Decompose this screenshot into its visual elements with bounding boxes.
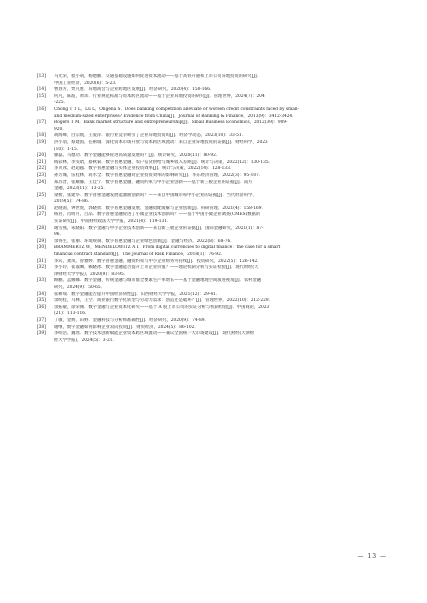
reference-entry <box>37 153 397 160</box>
reference-line: 丁敏，金炳，田野．金融科技与分析师准确性[J]．经济研究，2020(9)：74-89． <box>54 317 209 323</box>
reference-line: 滕磊，马德功．数字金融能够促进高质量发展吗？[J]．统计研究，2020(11)：80-92． <box>54 153 221 159</box>
reference-line: BRAMMERTZ W，MENDELOWITZ A I．From digital currencies to digital finance：the case for a smart <box>54 245 281 251</box>
reference-number: [19] <box>37 139 46 145</box>
reference-number: [14] <box>37 87 46 93</box>
reference-text <box>54 239 397 246</box>
reference-line: Rogers T M．Bank market structure and entrepreneurship[J]．Small Business Economics，2012(39)：909- <box>54 120 288 126</box>
reference-number: [29] <box>37 238 46 244</box>
reference-text <box>54 318 397 325</box>
reference-line: 赵晓鸽，钟世虎，郭晓欣．数字普惠金融发展、金融错配缓解与企业创新[J]．科研管理，2021(4)：158-169． <box>54 205 266 211</box>
reference-text <box>54 173 397 180</box>
reference-text <box>54 305 397 318</box>
reference-number: [17] <box>37 120 46 126</box>
reference-text <box>54 193 397 206</box>
reference-number: [33] <box>37 278 46 284</box>
reference-entry <box>37 173 397 180</box>
reference-line: (21)：113-116． <box>54 311 90 317</box>
reference-line: 杨彩林，李雯珺，蔡秋菊．数字普惠金融、农户信贷供给与城乡收入差距[J]．统计与决策，2022(12)：130-135． <box>54 159 273 165</box>
reference-line: -225． <box>54 100 68 106</box>
reference-entry <box>37 265 397 278</box>
reference-number: [20] <box>37 153 46 159</box>
reference-entry <box>37 140 397 153</box>
reference-text <box>54 206 397 213</box>
reference-line: 顾鹏，孟娜娜．数字金融、传统金融与城市群全要素生产率增长——基于金融地理空间演进视角[J]．农村金融 <box>54 278 262 284</box>
reference-line: 李宾，龚岚，曾雅婷．数字普惠金融、融资约束与中小企业财务可持续[J]．投资研究，2022(5)：126-142． <box>54 258 262 264</box>
reference-text <box>54 278 397 291</box>
reference-number: [35] <box>37 298 46 304</box>
reference-line: 谢雪燕，朱晓阳．数字金融与中小企业技术创新——来自新三板企业的证据[J]．国际金融研究，2021(1)：87- <box>54 225 264 231</box>
reference-entry <box>37 318 397 325</box>
reference-line: 梁榜，张建华．数字普惠金融发展能激励创新吗？——来自中国城市和中小企业的证据[J]．当代经济科学， <box>54 192 257 198</box>
reference-number: [24] <box>37 179 46 185</box>
reference-number: [38] <box>37 324 46 330</box>
reference-line: 余拓敏，徐荣阁．数字金融与企业资本化研究——基于 A 股上市公司的实证分析与机制检验[J]．中国商论，2023 <box>54 304 270 310</box>
reference-line: 马光荣，程小萌，杨德勤．交通基础设施如何促进资本流动——基于高铁开通和上市公司异地投资的研究[J]． <box>54 74 262 79</box>
reference-line: Chong T T L，Lu L，Ongena S．Does banking competition alleviate or worsen credit constraints faced by small- <box>54 106 299 112</box>
reference-entry <box>37 278 397 291</box>
reference-line: 经大学学报)，2024(5)：3-21． <box>54 337 117 343</box>
reference-text <box>54 107 397 120</box>
reference-line: 谢继，数字金融如何影响企业双向投资[J]．财贸经济，2024(5)：86-102． <box>54 324 199 330</box>
reference-entry <box>37 107 397 120</box>
reference-line: 中国工业经济，2020(6)：5-23． <box>54 80 120 86</box>
reference-line: 金融，2023(11)：13-25． <box>54 186 108 192</box>
reference-number: [25] <box>37 192 46 198</box>
reference-entry <box>37 74 397 87</box>
reference-number: [32] <box>37 265 46 271</box>
reference-line: 李明浩，魏瑶．数字技术创新赋能企业资本跨区域流动——兼议全国统一大市场建设[J]．现代财经(天津财 <box>54 331 255 337</box>
reference-text <box>54 292 397 299</box>
reference-line: 2019(5)：74-86． <box>54 199 93 205</box>
reference-entry <box>37 120 397 133</box>
reference-line: 何凡，陈波，黄玮．行业规范标准与资本跨区流动——基于企业异地投资的研究[J]．管理世界，2024(7)：204 <box>54 93 265 99</box>
reference-text <box>54 212 397 225</box>
reference-entry <box>37 259 397 266</box>
reference-text <box>54 166 397 173</box>
reference-line: (10)：1-15． <box>54 146 82 152</box>
reference-number: [16] <box>37 106 46 112</box>
reference-entry <box>37 160 397 167</box>
reference-text <box>54 153 397 160</box>
reference-text <box>54 140 397 153</box>
page-number: — 13 — <box>357 553 387 560</box>
reference-text <box>54 180 397 193</box>
reference-text <box>54 133 397 140</box>
reference-line: 李贝冰，赵超越．数字普惠金融与实体企业投资效率[J]．统计与决策，2022(14)：128-133． <box>54 166 235 172</box>
reference-number: [37] <box>37 317 46 323</box>
reference-number: [15] <box>37 93 46 99</box>
reference-number: [18] <box>37 133 46 139</box>
reference-line: 实证研究[J]．中南财经政法大学学报，2021(4)：119-131． <box>54 219 172 225</box>
reference-line: 李小玲，崔淑琳，赖晓冰．数字金融能否提升上市企业价值？——理论机制分析与实证检验[J]．现代财经(天 <box>54 265 259 271</box>
reference-number: [30] <box>37 245 46 251</box>
reference-text <box>54 298 397 305</box>
reference-entry <box>37 133 397 140</box>
reference-entry <box>37 180 397 193</box>
reference-line: 崔耕瑞．数字金融能否提升中国经济韧性[J]．山西财经大学学报，2021(12)：29-41． <box>54 291 221 297</box>
reference-entry <box>37 212 397 225</box>
reference-entry <box>37 239 397 246</box>
reference-line: 杨君，肖明月，吕品．数字普惠金融促进了小微企业技术创新吗？——基于中国小微企业调查(CMES)数据的 <box>54 212 261 218</box>
reference-text <box>54 120 397 133</box>
reference-line: 孙芳城，伍桂林，蒋水全．数字普惠金融对企业投资效率的影响研究[J]．华东经济管理，2022(3)：95-107． <box>54 172 264 178</box>
reference-number: [21] <box>37 159 46 165</box>
reference-number: [22] <box>37 166 46 172</box>
reference-line: 曹春方，贾凡胜．异地商会与企业跨地区发展[J]．经济研究，2020(4)：150-166． <box>54 87 215 93</box>
reference-entry <box>37 325 397 332</box>
reference-line: 研究，2024(9)：50-65． <box>54 285 105 290</box>
reference-entry <box>37 94 397 107</box>
reference-text <box>54 259 397 266</box>
reference-number: [28] <box>37 225 46 231</box>
reference-text <box>54 74 397 87</box>
reference-text <box>54 265 397 278</box>
reference-text <box>54 325 397 332</box>
reference-number: [23] <box>37 172 46 178</box>
reference-entry <box>37 331 397 344</box>
reference-number: [36] <box>37 304 46 310</box>
reference-text <box>54 94 397 107</box>
reference-entry <box>37 193 397 206</box>
reference-line: 余明桂，马林，王空．商业银行数字化转型与劳动力需求：创造还是破坏？[J]．管理世界，2022(10)：212-229． <box>54 298 273 304</box>
reference-number: [26] <box>37 205 46 211</box>
reference-line: and medium-sized enterprises? Evidence from China[J]．Journal of Banking & Finance，2013(9)：3412-3424． <box>54 113 297 119</box>
reference-list <box>37 74 397 344</box>
reference-number: [31] <box>37 258 46 264</box>
reference-text <box>54 87 397 94</box>
reference-number: [27] <box>37 212 46 218</box>
reference-line: 920． <box>54 126 67 132</box>
reference-entry <box>37 206 397 213</box>
reference-text <box>54 226 397 239</box>
reference-line: financial contract standard[J]．The Journal of Risk Finance，2018(1)：76-92． <box>54 252 226 258</box>
reference-line: 洪小羽，蔡建国，任舸瑜．深化资本市场开放与资本跨区域流动：来自企业异地投资的证据[J]．财经科学，2023 <box>54 139 268 145</box>
reference-line: 胡海峰，白宗航，王爱萍．银行业竞争吸引了企业异地投资吗[J]．经济学动态，2023(10)：33-51． <box>54 133 246 139</box>
reference-line: 郑苏晋，张耀馨，王佳宁．数字普惠金融、融资约束与中小企业创新——基于新三板企业的证据[J]．南方 <box>54 179 253 185</box>
reference-text <box>54 331 397 344</box>
reference-entry <box>37 166 397 173</box>
reference-text <box>54 160 397 167</box>
reference-text <box>54 245 397 258</box>
reference-entry <box>37 298 397 305</box>
reference-entry <box>37 245 397 258</box>
reference-entry <box>37 226 397 239</box>
reference-line: 津财经大学学报)，2020(9)：83-95． <box>54 271 129 277</box>
reference-number: [34] <box>37 291 46 297</box>
reference-number: [13] <box>37 74 46 79</box>
reference-line: 余得生，张丽．环境规制、数字普惠金融与企业绿色创新[J]．金融与经济，2022(8)：68-76． <box>54 238 235 244</box>
reference-entry <box>37 305 397 318</box>
reference-line: 96． <box>54 232 64 238</box>
reference-entry <box>37 292 397 299</box>
reference-entry <box>37 87 397 94</box>
reference-number: [39] <box>37 331 46 337</box>
